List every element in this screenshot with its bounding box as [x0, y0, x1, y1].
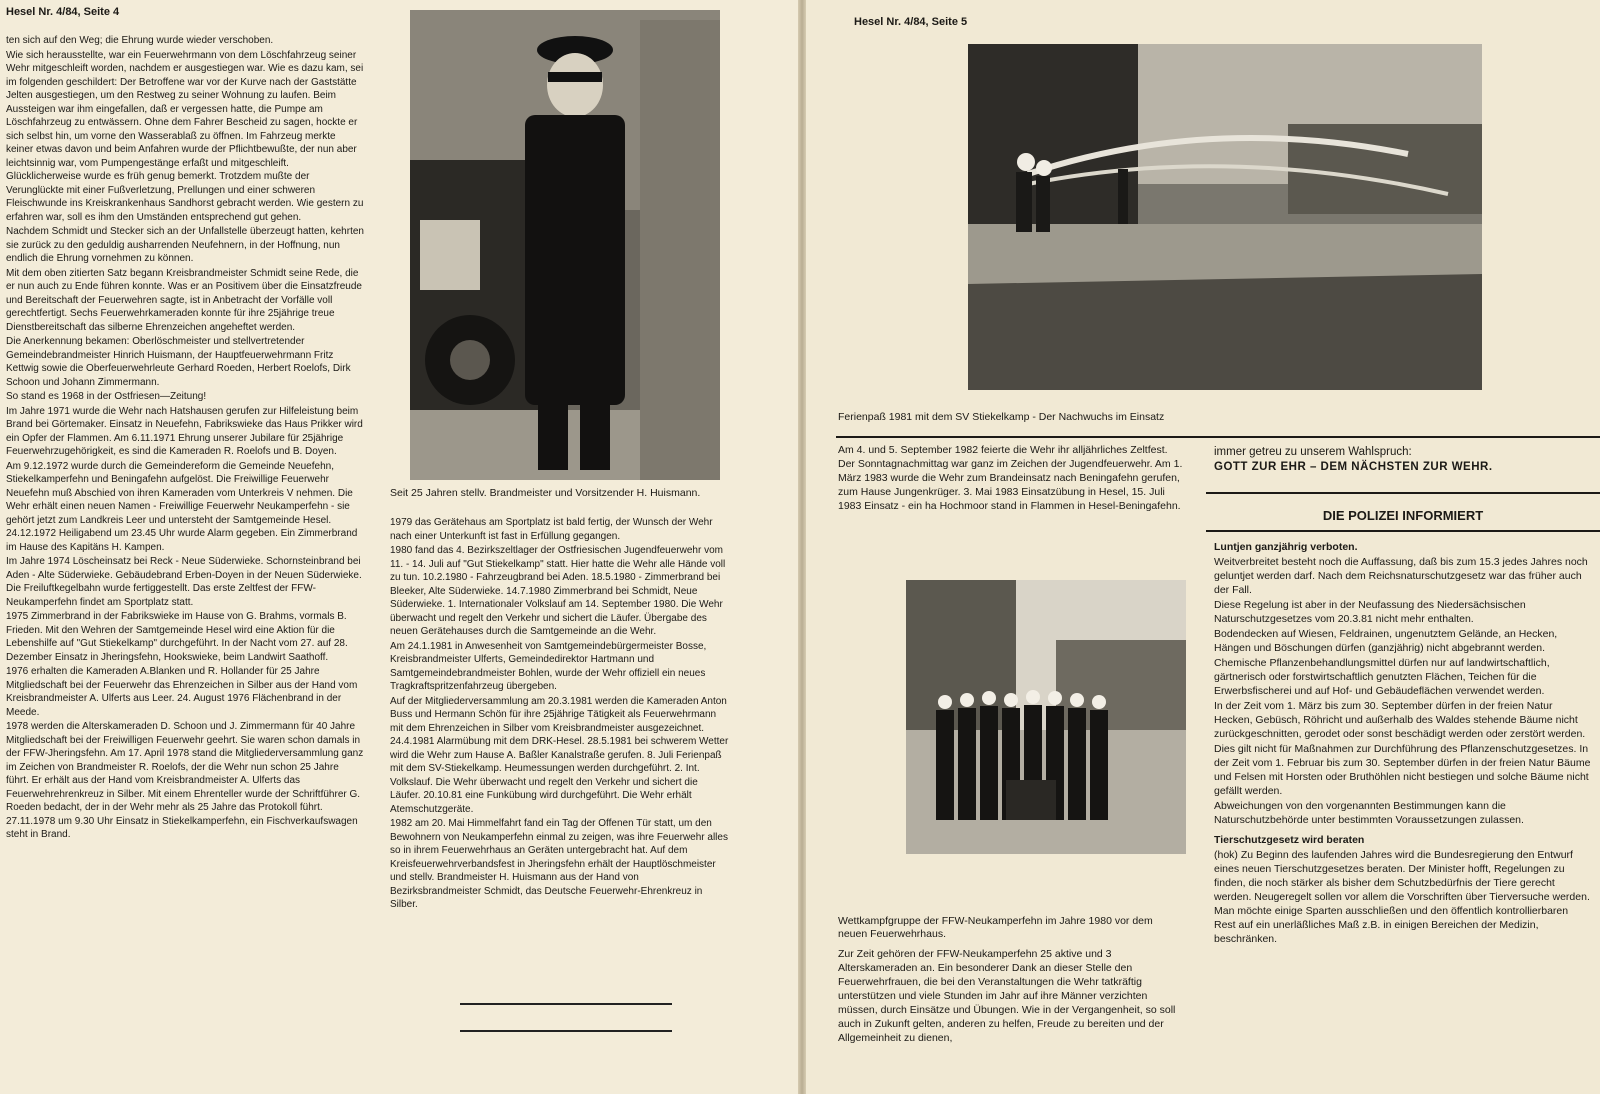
paragraph: 1982 am 20. Mai Himmelfahrt fand ein Tag der Offenen Tür statt, um den Bewohnern von Neukamperfehn einmal zu zeigen, was ihre Feuerwehr alles so in ihrem Feuerwehrhaus an Geräten untergebracht hat. Auf dem Kreisfeuerwehrverbandsfest in Jheringsfehn erhält der Hauptlöschmeister und stellv. Brandmeister H. Huismann aus der Hand von Bezirksbrandmeister Schmidt, das Deutsche Feuerwehr-Ehrenkreuz in Silber.	[390, 818, 728, 910]
photo-caption-wettkampfgruppe: Wettkampfgruppe der FFW-Neukamperfehn im Jahre 1980 vor dem neuen Feuerwehrhaus.	[838, 915, 1153, 940]
article-title: Luntjen ganzjährig verboten.	[1214, 541, 1358, 553]
paragraph: 1980 fand das 4. Bezirkszeltlager der Ostfriesischen Jugendfeuerwehr vom 11. - 14. Juli auf "Gut Stiekelkamp" statt. Hier hatte die Wehr alle Hände voll zu tun. 10.2.1980 - Fahrzeugbrand bei Aden. 18.5.1980 - Zimmerbrand bei Bleeker, Alte Süderwieke. 14.7.1980 Zimmerbrand bei Schmidt, Neue Süderwieke. 1. Internationaler Volkslauf am 14. September 1980. Die Wehr überwacht und regelt den Verkehr und sichert die Läufer. Übergabe des neuen Gerätehauses durch die Samtgemeinde an die Wehr.	[390, 545, 726, 637]
paragraph: Wie sich herausstellte, war ein Feuerwehrmann von dem Löschfahrzeug seiner Wehr mitgeschleift worden, nachdem er ausgestiegen war. Wie es dazu kam, sei im folgenden geschildert: Der Betroffene war vor der Kurve nach der Gaststätte Jelten ausgestiegen, um den Restweg zu seiner Wohnung zu laufen. Beim Aussteigen war ihm eingefallen, daß er vergessen hatte, die Pumpe am Löschfahrzeug zu entwässern. Ohne dem Fahrer Bescheid zu sagen, hockte er sich selbst hin, um vorne den Wasserablaß zu öffnen. Im Fahrzeug merkte keiner etwas davon und beim Anfahren wurde der Pflichtbewußte, der nun aber leichtsinnig war, vom Pumpengestänge erfaßt und mitgeschleift. Glücklicherweise wurde es früh genug bemerkt. Trotzdem mußte der Verunglückte mit einer Fußverletzung, Prellungen und einer schweren Fleischwunde ins Kreiskrankenhaus Sandhorst gebracht werden. Wie gestern zu erfahren war, soll es ihm den Umständen entsprechend gut gehen.	[6, 49, 364, 223]
paragraph: Chemische Pflanzenbehandlungsmittel dürfen nur auf landwirtschaftlich, gärtnerisch oder forstwirtschaftlich genutzten Flächen, Teichen für die Erwerbsfischerei und auf Hof- und Gebäudeflächen verwendet werden.	[1214, 657, 1550, 697]
photo-fire-chief	[410, 10, 720, 480]
paragraph: 1976 erhalten die Kameraden A.Blanken und R. Hollander für 25 Jahre Mitgliedschaft bei der Feuerwehr das Ehrenzeichen in Silber aus der Hand vom Kreisbrandmeister A. Ulferts aus Leer. 24. August 1976 Flächenbrand in der Meede.	[6, 666, 358, 718]
paragraph: Im Jahre 1971 wurde die Wehr nach Hatshausen gerufen zur Hilfeleistung beim Brand bei Görtemaker. Einsatz in Neuefehn, Fabrikswieke das Haus Prikker wird ein Opfer der Flammen. Am 6.11.1971 Ehrung unserer Jubilare für 25jährige Feuerwehrzugehörigkeit, es sind die Kameraden R. Roelofs und B. Doyen.	[6, 405, 363, 457]
paragraph: Dies gilt nicht für Maßnahmen zur Durchführung des Pflanzenschutzgesetzes. In der Zeit vom 1. Februar bis zum 30. September dürfen in der freien Natur Bäume und Felsen mit Horsten oder Bruthöhlen nicht bestiegen und solche Bäume nicht gefällt werden.	[1214, 743, 1591, 797]
paragraph: Die Anerkennung bekamen: Oberlöschmeister und stellvertretender Gemeindebrandmeister Hinrich Huismann, der Hauptfeuerwehrmann Fritz Kettwig sowie die Oberfeuerwehrleute Gerhard Roeden, Herbert Roelofs, Dirk Schoon und Johann Zimmermann.	[6, 336, 351, 388]
left-column-2	[390, 516, 730, 976]
paragraph: Zur Zeit gehören der FFW-Neukamperfehn 25 aktive und 3 Alterskameraden an. Ein besonderer Dank an dieser Stelle den Feuerwehrfrauen, die bei den Veranstaltungen die Wehr tatkräftig unterstützen und viele Stunden im Jahr auf ihre Männer verzichten müssen, durch Einsätze und Übungen. Wie in der Vergangenheit, so soll auch in Zukunft gelten, anderen zu helfen, Freude zu bereiten und der Allgemeinheit zu dienen,	[838, 948, 1176, 1044]
right-column-1-top	[838, 443, 1183, 543]
left-column-1	[6, 34, 364, 1094]
paragraph: Am 24.1.1981 in Anwesenheit von Samtgemeindebürgermeister Bosse, Kreisbrandmeister Ulferts, Gemeindedirektor Hartmann und Samtgemeindebrandmeister Bohlen, wurde der Wehr offiziell ein neues Tragkraftspritzenfahrzeug übergeben.	[390, 640, 707, 692]
left-page	[0, 0, 798, 1094]
paragraph: 1975 Zimmerbrand in der Fabrikswieke im Hause von G. Brahms, vormals B. Frieden. Mit den Wehren der Samtgemeinde Hesel wird eine Aktion für die Lebenshilfe auf "Gut Stiekelkamp" durchgeführt. In der Nacht vom 27. auf 28. Dezember Einsatz in Jheringsfehn, Hookswieke, beim Landwirt Saathoff.	[6, 611, 348, 663]
article-title: Tierschutzgesetz wird beraten	[1214, 834, 1365, 846]
motto-block	[1214, 445, 1594, 475]
paragraph: Mit dem oben zitierten Satz begann Kreisbrandmeister Schmidt seine Rede, die er nun auch zu Ende führen konnte. Was er an Positivem über die Einsatzfreude und Bereitschaft der Feuerwehren sagte, ist in Anbetracht der Vorfälle voll gerechtfertigt. Sechs Feuerwehrkameraden konnte für ihre 25jährige treue Dienstbereitschaft das silberne Ehrenzeichen angeheftet werden.	[6, 267, 362, 333]
police-column	[1214, 540, 1592, 1088]
paragraph: Am 9.12.1972 wurde durch die Gemeindereform die Gemeinde Neuefehn, Stiekelkamperfehn und Beningafehn aufgelöst. Die Freiwillige Feuerwehr Neuefehn muß Abschied von ihren Kameraden vom Unterkreis V nehmen. Die Wehr erhält einen neuen Namen - Freiwillige Feuerwehr Neukamperfehn - sie gehört jetzt zum Landkreis Leer und untersteht der Samtgemeinde Hesel. 24.12.1972 Heiligabend um 23.45 Uhr wurde Alarm gegeben. Ein Zimmerbrand im Hause des Kapitäns H. Kampen.	[6, 460, 358, 553]
paragraph: 1979 das Gerätehaus am Sportplatz ist bald fertig, der Wunsch der Wehr nach einer Unterkunft ist fast in Erfüllung gegangen.	[390, 517, 713, 542]
divider-rule	[460, 1003, 672, 1005]
paragraph: ten sich auf den Weg; die Ehrung wurde wieder verschoben.	[6, 35, 274, 46]
paragraph: Auf der Mitgliederversammlung am 20.3.1981 werden die Kameraden Anton Buss und Hermann Schön für ihre 25jährige Tätigkeit als Feuerwehrmann mit dem Ehrenzeichen in Silber vom Kreisbrandmeister ausgezeichnet. 24.4.1981 Alarmübung mit dem DRK-Hesel. 28.5.1981 bei schwerem Wetter wird die Wehr zum Hause A. Baßler Kanalstraße gerufen. 8. Juli Ferienpaß mit dem SV-Stiekelkamp. Heumessungen werden durchgeführt. 2. Int. Volkslauf. Die Wehr überwacht und regelt den Verkehr und sichert die Läufer. 20.10.81 eine Funkübung wird durchgeführt. Die Wehr erhält Atemschutzgeräte.	[390, 695, 729, 815]
photo-ferienpass-image	[968, 44, 1482, 390]
right-page	[806, 0, 1600, 1094]
photo-wettkampfgruppe	[906, 580, 1186, 854]
paragraph: (hok) Zu Beginn des laufenden Jahres wird die Bundesregierung den Entwurf eines neuen Tierschutzgesetzes beraten. Der Minister hofft, Regelungen zu finden, die noch stärker als bisher dem Schutzbedürfnis der Tiere gerecht werden. Neugeregelt sollen vor allem die Vorschriften über Tierversuche werden. Man möchte einige Sparten ausschließen und den öffentlich kontrollierbaren Rest auf ein unerläßliches Maß z.B. in einigen Bereichen der Medizin, beschränken.	[1214, 849, 1590, 945]
page-gutter	[798, 0, 806, 1094]
right-column-1-bottom	[838, 947, 1183, 1087]
section-rule	[836, 436, 1600, 438]
paragraph: Abweichungen von den vorgenannten Bestimmungen kann die Naturschutzbehörde unter bestimmten Voraussetzungen zulassen.	[1214, 800, 1524, 826]
paragraph: Am 4. und 5. September 1982 feierte die Wehr ihr alljährliches Zeltfest. Der Sonntagnachmittag war ganz im Zeichen der Jugendfeuerwehr. Am 1. März 1983 wurde die Wehr zum Brandeinsatz nach Beningafehn gerufen, zum Hause Jungenkrüger. 3. Mai 1983 Einsatzübung in Hesel, 15. Juli 1983 Einsatz - ein ha Hochmoor stand in Flammen in Hesel-Beningafehn.	[838, 444, 1183, 512]
police-heading: DIE POLIZEI INFORMIERT	[1322, 508, 1484, 523]
section-rule	[1206, 492, 1600, 494]
photo-caption-ferienpass: Ferienpaß 1981 mit dem SV Stiekelkamp - Der Nachwuchs im Einsatz	[838, 411, 1165, 423]
photo-fire-chief-image	[410, 10, 720, 480]
photo-wettkampfgruppe-image	[906, 580, 1186, 854]
paragraph: In der Zeit vom 1. März bis zum 30. September dürfen in der freien Natur Hecken, Gebüsch, Röhricht und außerhalb des Waldes stehende Bäume nicht zurückgeschnitten, gerodet oder sonst beschädigt werden oder zerstört werden.	[1214, 700, 1586, 740]
motto-intro: immer getreu zu unserem Wahlspruch:	[1214, 446, 1412, 458]
paragraph: Bodendecken auf Wiesen, Feldrainen, ungenutztem Gelände, an Hecken, Hängen und Böschungen dürfen (ganzjährig) nicht abgebrannt werden.	[1214, 628, 1558, 654]
page-header-left: Hesel Nr. 4/84, Seite 4	[6, 6, 120, 18]
photo-caption-chief: Seit 25 Jahren stellv. Brandmeister und Vorsitzender H. Huismann.	[390, 487, 701, 499]
paragraph: 1978 werden die Alterskameraden D. Schoon und J. Zimmermann für 40 Jahre Mitgliedschaft bei der Freiwilligen Feuerwehr geehrt. Sie waren schon damals in der FFW-Jheringsfehn. Am 17. April 1978 stand die Mitgliederversammlung ganz im Zeichen von Brandmeister R. Roelofs, der die Wehr nun schon 25 Jahre führt. Er erhält aus der Hand vom Kreisbrandmeister A. Ulferts das Feuerwehrehrenkreuz in Silber. Mit einem Ehrenteller wurde der Schriftführer G. Roeden bedacht, der in der Wehr mehr als 25 Jahre das Protokoll führt. 27.11.1978 um 9.30 Uhr Einsatz in Stiekelkamperfehn, ein Fischverkaufswagen steht in Brand.	[6, 721, 364, 840]
paragraph: Diese Regelung ist aber in der Neufassung des Niedersächsischen Naturschutzgesetzes vom 20.3.81 nicht mehr enthalten.	[1214, 599, 1526, 625]
paragraph: Nachdem Schmidt und Stecker sich an der Unfallstelle überzeugt hatten, kehrten sie zurück zu den geduldig ausharrenden Neufehnern, in der Hoffnung, nun endlich die Ehrung vornehmen zu können.	[6, 226, 364, 264]
motto-text: GOTT ZUR EHR – DEM NÄCHSTEN ZUR WEHR.	[1214, 461, 1493, 473]
paragraph: Im Jahre 1974 Löscheinsatz bei Reck - Neue Süderwieke. Schornsteinbrand bei Aden - Alte Süderwieke. Gebäudebrand Erben-Doyen in der Neuen Süderwieke. Die Freiluftkegelbahn wurde fertiggestellt. Das erste Zeltfest der FFW-Neukamperfehn findet am Sportplatz statt.	[6, 556, 362, 608]
paragraph: Weitverbreitet besteht noch die Auffassung, daß bis zum 15.3 jedes Jahres noch geluntjet werden darf. Nach dem Reichsnaturschutzgesetz war das früher auch der Fall.	[1214, 556, 1588, 596]
photo-ferienpass	[968, 44, 1482, 390]
divider-rule	[460, 1030, 672, 1032]
page-header-right: Hesel Nr. 4/84, Seite 5	[854, 16, 968, 28]
section-rule	[1206, 530, 1600, 532]
paragraph: So stand es 1968 in der Ostfriesen—Zeitung!	[6, 391, 207, 402]
